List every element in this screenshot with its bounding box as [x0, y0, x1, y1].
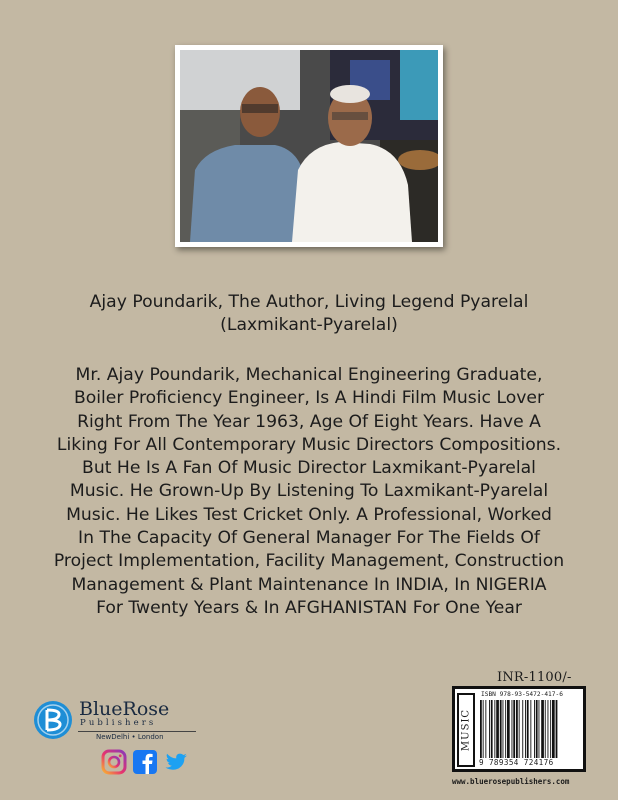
publisher-name: BlueRose: [79, 698, 170, 720]
bio-line: In The Capacity Of General Manager For The Fields Of: [78, 528, 540, 549]
caption-line-2: (Laxmikant-Pyarelal): [220, 315, 398, 335]
publisher-sub: Publishers: [80, 718, 157, 728]
isbn-text: ISBN 978-93-5472-417-6: [481, 691, 563, 698]
bio-line: Project Implementation, Facility Management, Construction: [53, 551, 565, 572]
bio-line: Boiler Proficiency Engineer, Is A Hindi Film Music Lover: [73, 388, 545, 409]
barcode-bars: [479, 700, 583, 758]
caption-line-1: Ajay Poundarik, The Author, Living Legend Pyarelal: [89, 292, 529, 312]
bio-line: Management & Plant Maintenance In INDIA, In NIGERIA: [71, 574, 547, 595]
price-label: INR-1100/-: [497, 670, 572, 685]
bio-line: But He Is A Fan Of Music Director Laxmikant-Pyarelal: [82, 458, 536, 479]
twitter-icon[interactable]: [163, 749, 189, 775]
bio-line: For Twenty Years & In AFGHANISTAN For One Year: [96, 597, 522, 618]
isbn-barcode: [452, 686, 586, 772]
bio-line: Music. He Grown-Up By Listening To Laxmikant-Pyarelal: [69, 481, 549, 502]
publisher-locations: NewDelhi • London: [96, 733, 164, 741]
category-text: MUSIC: [460, 708, 472, 752]
photo-caption: [20, 291, 598, 337]
author-photo-frame: [175, 45, 443, 247]
author-photo: [180, 50, 438, 242]
category-label: [457, 693, 475, 767]
publisher-website: www.bluerosepublishers.com: [452, 777, 570, 786]
bio-line: Liking For All Contemporary Music Directors Compositions.: [56, 434, 562, 455]
facebook-icon[interactable]: [132, 749, 158, 775]
bluerose-logo-icon: [33, 700, 73, 740]
bio-line: Music. He Likes Test Cricket Only. A Professional, Worked: [66, 504, 552, 525]
social-links: [101, 749, 201, 777]
bio-line: Mr. Ajay Poundarik, Mechanical Engineering Graduate,: [75, 365, 543, 385]
logo-divider: [78, 731, 196, 732]
bio-line: Right From The Year 1963, Age Of Eight Years. Have A: [77, 411, 541, 432]
isbn-digits: 9 789354 724176: [479, 758, 554, 767]
author-bio: [14, 364, 604, 620]
publisher-logo: [33, 700, 203, 744]
instagram-icon[interactable]: [101, 749, 127, 775]
